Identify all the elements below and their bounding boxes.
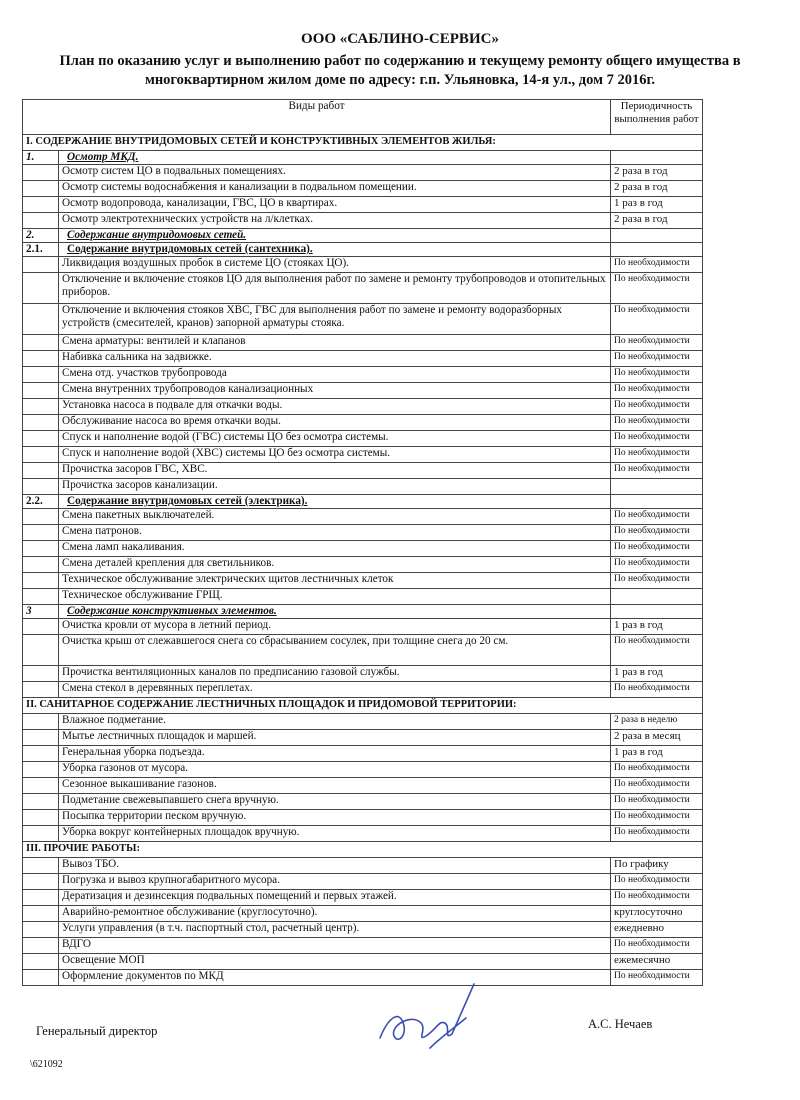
work-description: Смена арматуры: вентилей и клапанов [59, 335, 611, 351]
table-row [23, 762, 703, 778]
work-periodicity: По необходимости [611, 509, 703, 525]
work-description: Осмотр электротехнических устройств на л/клетках. [59, 213, 611, 229]
subsection-row [23, 243, 703, 257]
signature-mark [370, 978, 480, 1058]
work-periodicity: По необходимости [611, 890, 703, 906]
item-number [23, 273, 59, 304]
work-description: Осмотр системы водоснабжения и канализации в подвальном помещении. [59, 181, 611, 197]
item-number [23, 197, 59, 213]
table-row [23, 557, 703, 573]
table-row [23, 954, 703, 970]
work-periodicity: По необходимости [611, 525, 703, 541]
item-number [23, 810, 59, 826]
work-periodicity: По графику [611, 858, 703, 874]
work-periodicity: 2 раза в месяц [611, 730, 703, 746]
subsection-row [23, 495, 703, 509]
document-code: \621092 [30, 1059, 63, 1070]
work-periodicity: ежемесячно [611, 954, 703, 970]
work-description: Спуск и наполнение водой (ХВС) системы ЦО без осмотра системы. [59, 447, 611, 463]
work-description: Аварийно-ремонтное обслуживание (круглосуточно). [59, 906, 611, 922]
work-periodicity: По необходимости [611, 273, 703, 304]
table-row [23, 589, 703, 605]
work-description: Набивка сальника на задвижке. [59, 351, 611, 367]
item-number [23, 826, 59, 842]
work-description: Погрузка и вывоз крупногабаритного мусора. [59, 874, 611, 890]
item-number [23, 557, 59, 573]
work-periodicity: По необходимости [611, 463, 703, 479]
table-row [23, 165, 703, 181]
item-number [23, 415, 59, 431]
work-periodicity: По необходимости [611, 351, 703, 367]
subsection-title: Осмотр МКД. [59, 151, 611, 165]
work-description: Техническое обслуживание электрических щитов лестничных клеток [59, 573, 611, 589]
work-description: Услуги управления (в т.ч. паспортный стол, расчетный центр). [59, 922, 611, 938]
work-description: Генеральная уборка подъезда. [59, 746, 611, 762]
table-row [23, 479, 703, 495]
item-number [23, 874, 59, 890]
column-header-period: Периодичность выполнения работ [611, 100, 703, 135]
work-periodicity [611, 589, 703, 605]
item-number: 2. [23, 229, 59, 243]
item-number [23, 730, 59, 746]
work-description: Влажное подметание. [59, 714, 611, 730]
item-number: 1. [23, 151, 59, 165]
work-periodicity: 1 раз в год [611, 197, 703, 213]
work-description: ВДГО [59, 938, 611, 954]
item-number [23, 589, 59, 605]
work-description: Осмотр систем ЦО в подвальных помещениях. [59, 165, 611, 181]
work-periodicity [611, 243, 703, 257]
section-heading: I. СОДЕРЖАНИЕ ВНУТРИДОМОВЫХ СЕТЕЙ И КОНСТРУКТИВНЫХ ЭЛЕМЕНТОВ ЖИЛЬЯ: [23, 135, 703, 151]
table-row [23, 213, 703, 229]
work-periodicity: По необходимости [611, 335, 703, 351]
organization-name: ООО «САБЛИНО-СЕРВИС» [301, 31, 499, 47]
work-description: Смена отд. участков трубопровода [59, 367, 611, 383]
work-periodicity: 2 раза в неделю [611, 714, 703, 730]
work-description: Обслуживание насоса во время откачки воды. [59, 415, 611, 431]
work-periodicity [611, 605, 703, 619]
item-number [23, 906, 59, 922]
work-periodicity: По необходимости [611, 367, 703, 383]
item-number [23, 463, 59, 479]
table-row [23, 906, 703, 922]
item-number [23, 165, 59, 181]
work-periodicity [611, 479, 703, 495]
work-periodicity: 1 раз в год [611, 619, 703, 635]
item-number [23, 619, 59, 635]
item-number [23, 922, 59, 938]
table-row [23, 399, 703, 415]
work-periodicity: По необходимости [611, 762, 703, 778]
work-description: Смена деталей крепления для светильников. [59, 557, 611, 573]
item-number [23, 304, 59, 335]
section-heading: II. САНИТАРНОЕ СОДЕРЖАНИЕ ЛЕСТНИЧНЫХ ПЛОЩАДОК И ПРИДОМОВОЙ ТЕРРИТОРИИ: [23, 698, 703, 714]
table-row [23, 794, 703, 810]
subsection-title: Содержание внутридомовых сетей (электрика). [59, 495, 611, 509]
work-periodicity: По необходимости [611, 682, 703, 698]
work-description: Вывоз ТБО. [59, 858, 611, 874]
work-periodicity: По необходимости [611, 938, 703, 954]
table-row [23, 730, 703, 746]
item-number [23, 954, 59, 970]
item-number: 2.1. [23, 243, 59, 257]
table-row [23, 938, 703, 954]
work-periodicity: По необходимости [611, 447, 703, 463]
work-periodicity: По необходимости [611, 383, 703, 399]
work-description: Спуск и наполнение водой (ГВС) системы ЦО без осмотра системы. [59, 431, 611, 447]
subsection-title: Содержание конструктивных элементов. [59, 605, 611, 619]
work-description: Техническое обслуживание ГРЩ. [59, 589, 611, 605]
item-number [23, 858, 59, 874]
work-periodicity: По необходимости [611, 573, 703, 589]
item-number [23, 431, 59, 447]
work-description: Уборка газонов от мусора. [59, 762, 611, 778]
table-row [23, 635, 703, 666]
item-number [23, 970, 59, 986]
work-periodicity: По необходимости [611, 826, 703, 842]
item-number [23, 367, 59, 383]
work-periodicity: По необходимости [611, 810, 703, 826]
item-number [23, 525, 59, 541]
work-periodicity: По необходимости [611, 399, 703, 415]
table-row [23, 810, 703, 826]
item-number [23, 778, 59, 794]
document-title: План по оказанию услуг и выполнению работ по содержанию и текущему ремонту общего имущества в многоквартирном жилом доме по адресу: г.п. Ульяновка, 14-я ул., дом 7 2016г. [59, 53, 741, 88]
item-number [23, 383, 59, 399]
work-periodicity: 1 раз в год [611, 666, 703, 682]
table-body [23, 135, 703, 986]
work-description: Посыпка территории песком вручную. [59, 810, 611, 826]
table-row [23, 304, 703, 335]
table-row [23, 383, 703, 399]
work-periodicity [611, 495, 703, 509]
work-description: Освещение МОП [59, 954, 611, 970]
work-periodicity [611, 151, 703, 165]
table-row [23, 257, 703, 273]
table-row [23, 431, 703, 447]
table-row [23, 666, 703, 682]
item-number [23, 666, 59, 682]
table-row [23, 573, 703, 589]
table-row [23, 858, 703, 874]
work-description: Ликвидация воздушных пробок в системе ЦО (стояках ЦО). [59, 257, 611, 273]
table-row [23, 826, 703, 842]
work-description: Отключение и включение стояков ЦО для выполнения работ по замене и ремонту трубопроводов и отопительных приборов. [59, 273, 611, 304]
table-row [23, 415, 703, 431]
table-row [23, 509, 703, 525]
work-description: Очистка кровли от мусора в летний период. [59, 619, 611, 635]
subsection-row [23, 605, 703, 619]
work-description: Осмотр водопровода, канализации, ГВС, ЦО в квартирах. [59, 197, 611, 213]
work-periodicity: По необходимости [611, 778, 703, 794]
work-description: Подметание свежевыпавшего снега вручную. [59, 794, 611, 810]
item-number [23, 573, 59, 589]
item-number [23, 479, 59, 495]
work-description: Смена стекол в деревянных переплетах. [59, 682, 611, 698]
subsection-row [23, 151, 703, 165]
work-periodicity: По необходимости [611, 431, 703, 447]
item-number [23, 762, 59, 778]
work-description: Мытье лестничных площадок и маршей. [59, 730, 611, 746]
work-description: Очистка крыш от слежавшегося снега со сбрасыванием сосулек, при толщине снега до 20 см. [59, 635, 611, 666]
signatory-name: А.С. Нечаев [588, 1017, 653, 1031]
subsection-title: Содержание внутридомовых сетей (сантехника). [59, 243, 611, 257]
work-description: Смена внутренних трубопроводов канализационных [59, 383, 611, 399]
table-row [23, 525, 703, 541]
work-description: Сезонное выкашивание газонов. [59, 778, 611, 794]
work-periodicity: ежедневно [611, 922, 703, 938]
item-number [23, 682, 59, 698]
item-number [23, 257, 59, 273]
work-description: Отключение и включения стояков ХВС, ГВС для выполнения работ по замене и ремонту водоразборных устройств (смесителей, кранов) запорной арматуры стояка. [59, 304, 611, 335]
table-row [23, 714, 703, 730]
item-number [23, 794, 59, 810]
work-description: Оформление документов по МКД [59, 970, 611, 986]
item-number [23, 938, 59, 954]
work-description: Прочистка засоров канализации. [59, 479, 611, 495]
work-periodicity: По необходимости [611, 541, 703, 557]
section-heading: III. ПРОЧИЕ РАБОТЫ: [23, 842, 703, 858]
table-row [23, 181, 703, 197]
table-row [23, 746, 703, 762]
item-number [23, 635, 59, 666]
work-periodicity: 2 раза в год [611, 181, 703, 197]
work-periodicity: 2 раза в год [611, 213, 703, 229]
work-periodicity: По необходимости [611, 415, 703, 431]
table-row [23, 541, 703, 557]
work-description: Прочистка засоров ГВС, ХВС. [59, 463, 611, 479]
work-description: Смена патронов. [59, 525, 611, 541]
item-number [23, 890, 59, 906]
section-heading-row [23, 698, 703, 714]
document-header [20, 30, 780, 90]
table-row [23, 778, 703, 794]
item-number [23, 746, 59, 762]
column-header-work: Виды работ [23, 100, 611, 135]
item-number: 2.2. [23, 495, 59, 509]
table-header-row [23, 100, 703, 135]
work-periodicity: По необходимости [611, 557, 703, 573]
work-description: Смена ламп накаливания. [59, 541, 611, 557]
table-row [23, 197, 703, 213]
item-number [23, 714, 59, 730]
table-row [23, 619, 703, 635]
item-number [23, 509, 59, 525]
table-row [23, 335, 703, 351]
item-number [23, 181, 59, 197]
subsection-title: Содержание внутридомовых сетей. [59, 229, 611, 243]
work-description: Дератизация и дезинсекция подвальных помещений и первых этажей. [59, 890, 611, 906]
item-number [23, 335, 59, 351]
table-row [23, 367, 703, 383]
table-row [23, 447, 703, 463]
item-number [23, 541, 59, 557]
works-plan-table [22, 99, 703, 986]
table-row [23, 463, 703, 479]
work-description: Установка насоса в подвале для откачки воды. [59, 399, 611, 415]
item-number [23, 351, 59, 367]
work-periodicity: 2 раза в год [611, 165, 703, 181]
section-heading-row [23, 135, 703, 151]
work-periodicity: круглосуточно [611, 906, 703, 922]
table-row [23, 970, 703, 986]
table-row [23, 273, 703, 304]
work-periodicity: По необходимости [611, 970, 703, 986]
item-number [23, 447, 59, 463]
work-periodicity: По необходимости [611, 874, 703, 890]
work-periodicity: По необходимости [611, 257, 703, 273]
work-periodicity: По необходимости [611, 635, 703, 666]
table-row [23, 890, 703, 906]
work-description: Уборка вокруг контейнерных площадок вручную. [59, 826, 611, 842]
section-heading-row [23, 842, 703, 858]
table-row [23, 922, 703, 938]
table-row [23, 874, 703, 890]
work-description: Смена пакетных выключателей. [59, 509, 611, 525]
signatory-role: Генеральный директор [36, 1024, 158, 1038]
table-row [23, 682, 703, 698]
item-number [23, 213, 59, 229]
work-periodicity: По необходимости [611, 304, 703, 335]
work-description: Прочистка вентиляционных каналов по предписанию газовой службы. [59, 666, 611, 682]
work-periodicity: 1 раз в год [611, 746, 703, 762]
table-row [23, 351, 703, 367]
work-periodicity: По необходимости [611, 794, 703, 810]
work-periodicity [611, 229, 703, 243]
item-number [23, 399, 59, 415]
subsection-row [23, 229, 703, 243]
item-number: 3 [23, 605, 59, 619]
